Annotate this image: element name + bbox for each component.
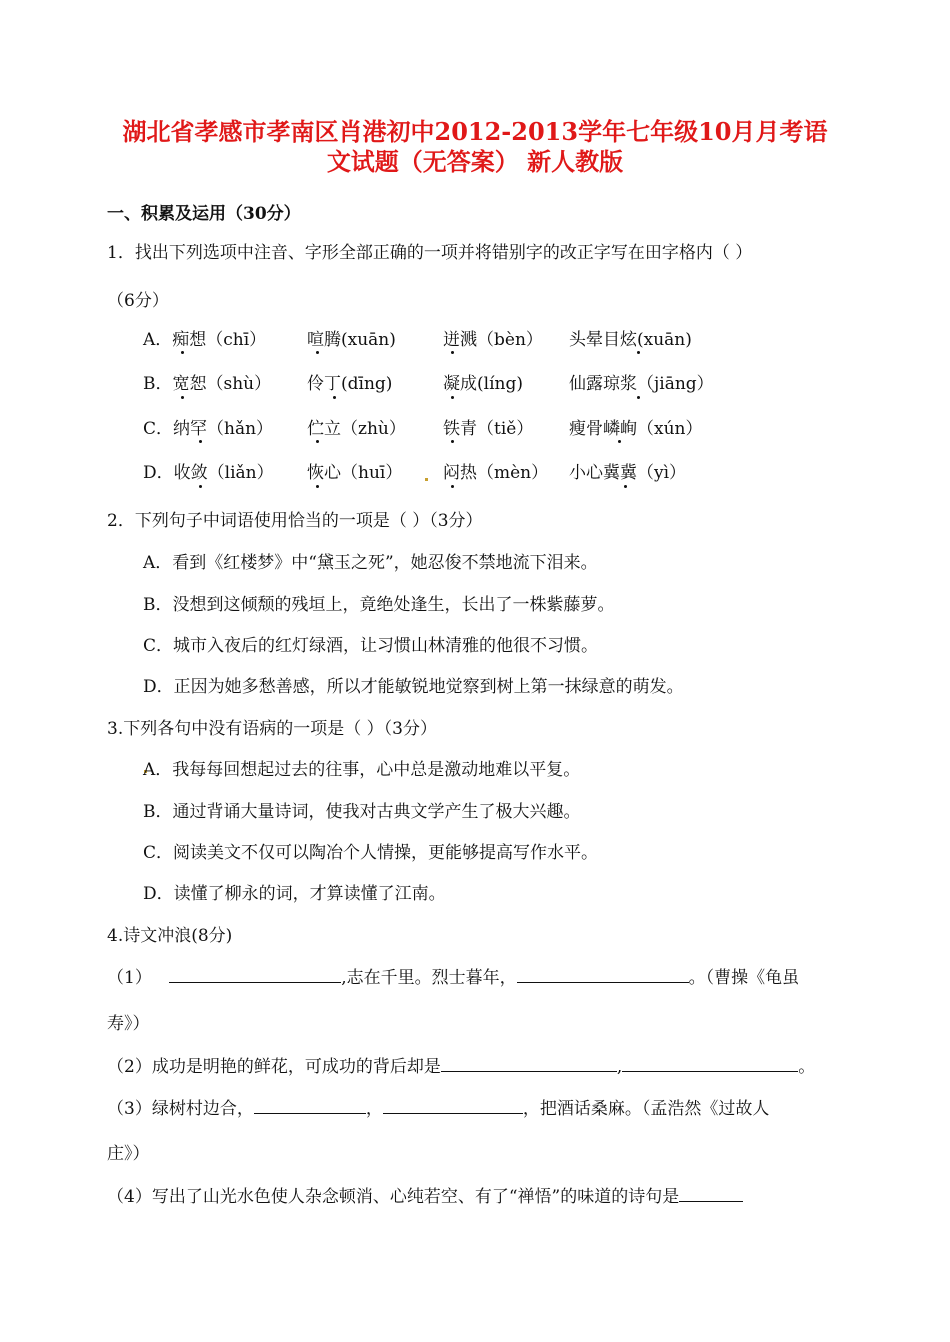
q4-item-4: [107, 1185, 743, 1208]
item-text: ,: [616, 1057, 623, 1077]
emphasis-dot: [451, 485, 454, 488]
option-cell: B．宽恕（shù）: [143, 374, 272, 394]
emphasis-dot: [333, 396, 336, 399]
option-cell: 喧腾(xuān): [307, 330, 396, 350]
answer-blank[interactable]: [169, 966, 341, 983]
option-cell: 小心冀冀（yì）: [569, 463, 687, 483]
option-cell: 迸溅（bèn）: [443, 330, 543, 350]
answer-blank[interactable]: [254, 1097, 366, 1114]
q3-option-a: A．我每每回想起过去的往事，心中总是激动地难以平复。: [143, 760, 581, 780]
emphasis-dot: [316, 351, 319, 354]
emphasis-dot: [637, 396, 640, 399]
item-text: 。（曹操《龟虽: [688, 968, 800, 988]
document-title-line2: 文试题（无答案） 新人教版: [326, 147, 624, 176]
q3-option-b: B．通过背诵大量诗词，使我对古典文学产生了极大兴趣。: [143, 802, 581, 822]
option-cell: A．痴想（chī）: [143, 330, 267, 350]
item-number: （1）: [107, 968, 152, 988]
emphasis-dot: [199, 485, 202, 488]
q3-option-d: D．读懂了柳永的词，才算读懂了江南。: [143, 884, 446, 904]
option-cell: 瘦骨嶙峋（xún）: [569, 419, 703, 439]
question-3-stem: 3.下列各句中没有语病的一项是（ ）（3分）: [107, 719, 437, 739]
q4-item-2: [107, 1055, 815, 1078]
q2-option-a: A．看到《红楼梦》中“黛玉之死”，她忍俊不禁地流下泪来。: [143, 553, 598, 573]
q2-option-d: D．正因为她多愁善感，所以才能敏锐地觉察到树上第一抹绿意的萌发。: [143, 677, 684, 697]
emphasis-dot: [181, 351, 184, 354]
q4-item-1-cont: 寿》）: [107, 1014, 150, 1034]
emphasis-dot: [451, 396, 454, 399]
q2-option-b: B．没想到这倾颓的残垣上，竟绝处逢生，长出了一株紫藤萝。: [143, 595, 615, 615]
option-cell: 恢心（huī）: [307, 463, 403, 483]
stray-mark: [425, 478, 428, 481]
item-text: 。: [798, 1057, 816, 1077]
option-cell: 伶丁(dīng): [307, 374, 393, 394]
option-cell: C．纳罕（hǎn）: [143, 419, 274, 439]
answer-blank[interactable]: [383, 1097, 523, 1114]
item-text: （4）写出了山光水色使人杂念顿消、心纯若空、有了“禅悟”的味道的诗句是: [107, 1187, 680, 1207]
option-cell: 凝成(líng): [443, 374, 523, 394]
option-cell: 仙露琼浆（jiāng）: [569, 374, 714, 394]
item-text: ,志在千里。烈士暮年，: [341, 968, 517, 988]
q3-option-c: C．阅读美文不仅可以陶冶个人情操，更能够提高写作水平。: [143, 843, 599, 863]
emphasis-dot: [451, 351, 454, 354]
section-heading: 一、积累及运用（30分）: [107, 204, 301, 224]
answer-blank[interactable]: [517, 966, 689, 983]
emphasis-dot: [637, 351, 640, 354]
question-2-stem: 2．下列句子中词语使用恰当的一项是（ ）（3分）: [107, 511, 483, 531]
option-cell: 铁青（tiě）: [443, 419, 534, 439]
emphasis-dot: [624, 485, 627, 488]
emphasis-dot: [618, 440, 621, 443]
item-text: ，: [365, 1099, 383, 1119]
answer-blank[interactable]: [679, 1185, 743, 1202]
q2-option-c: C．城市入夜后的红灯绿酒，让习惯山林清雅的他很不习惯。: [143, 636, 599, 656]
option-cell: 伫立（zhù）: [307, 419, 406, 439]
document-title-line1: 湖北省孝感市孝南区肖港初中2012-2013学年七年级10月月考语: [122, 117, 828, 146]
item-text: （3）绿树村边合，: [107, 1099, 254, 1119]
option-cell: 闷热（mèn）: [443, 463, 549, 483]
answer-blank[interactable]: [441, 1055, 617, 1072]
emphasis-dot: [316, 485, 319, 488]
question-1-score: （6分）: [107, 291, 169, 311]
item-text: ，把酒话桑麻。（孟浩然《过故人: [522, 1099, 770, 1119]
option-cell: D．收敛（liǎn）: [143, 463, 274, 483]
emphasis-dot: [316, 440, 319, 443]
q4-item-3-cont: 庄》）: [107, 1144, 150, 1164]
answer-blank[interactable]: [622, 1055, 798, 1072]
emphasis-dot: [199, 440, 202, 443]
option-cell: 头晕目炫(xuān): [569, 330, 692, 350]
q4-item-3: [107, 1097, 769, 1120]
emphasis-dot: [451, 440, 454, 443]
question-4-stem: 4.诗文冲浪(8分): [107, 926, 233, 946]
q4-item-1: [107, 966, 799, 989]
emphasis-dot: [181, 396, 184, 399]
item-text: （2）成功是明艳的鲜花，可成功的背后却是: [107, 1057, 441, 1077]
question-1-stem: 1．找出下列选项中注音、字形全部正确的一项并将错别字的改正字写在田字格内（ ）: [107, 243, 753, 263]
